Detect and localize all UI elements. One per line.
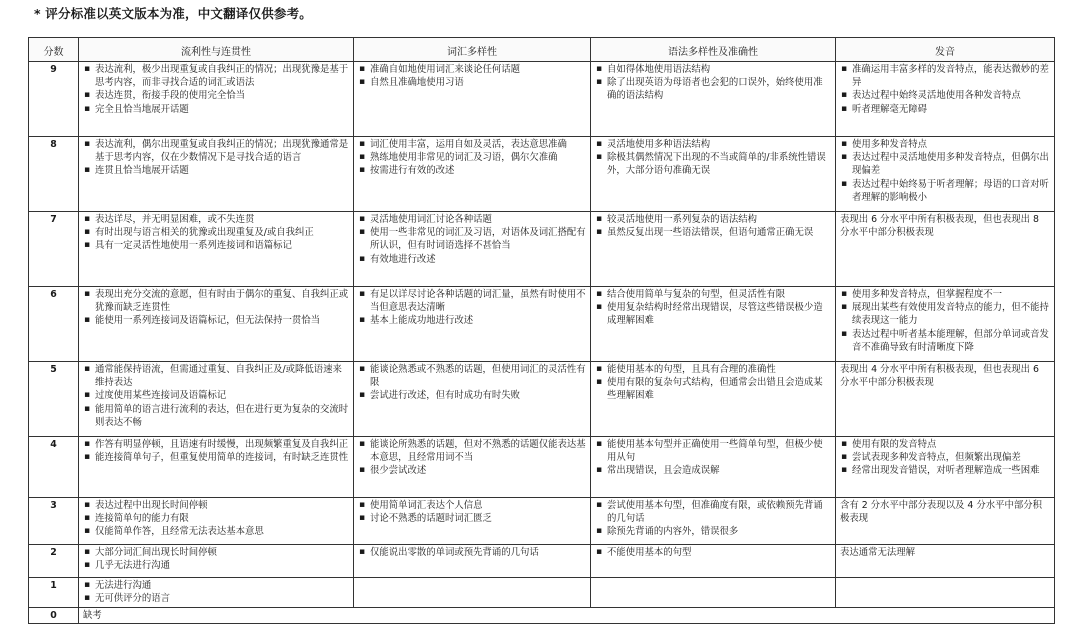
descriptor-item: ▪ 仅能简单作答，且经常无法表达基本意思 xyxy=(95,525,349,538)
score-cell: 3 xyxy=(29,498,79,545)
descriptor-list xyxy=(595,288,831,328)
descriptor-list xyxy=(358,499,586,525)
descriptor-item: ▪ 灵活地使用多种语法结构 xyxy=(607,138,831,151)
lexis-cell xyxy=(354,578,591,608)
descriptor-list xyxy=(358,546,586,559)
descriptor-item: ▪ 除预先背诵的内容外，错误很多 xyxy=(607,525,831,538)
descriptor-item: ▪ 表达过程中始终易于听者理解；母语的口音对听者理解的影响极小 xyxy=(852,178,1050,204)
descriptor-item: ▪ 除了出现英语为母语者也会犯的口误外，始终使用准确的语法结构 xyxy=(607,76,831,102)
descriptor-item: ▪ 经常出现发音错误，对听者理解造成一些困难 xyxy=(852,464,1050,477)
score-cell: 1 xyxy=(29,578,79,608)
descriptor-item: ▪ 有足以详尽讨论各种话题的词汇量，虽然有时使用不当但意思表达清晰 xyxy=(370,288,586,314)
descriptor-list xyxy=(840,438,1050,478)
descriptor-item: ▪ 能使用基本句型并正确使用一些简单句型，但极少使用从句 xyxy=(607,438,831,464)
descriptor-item: ▪ 结合使用简单与复杂的句型，但灵活性有限 xyxy=(607,288,831,301)
descriptor-item: ▪ 仅能说出零散的单词或预先背诵的几句话 xyxy=(370,546,586,559)
descriptor-item: ▪ 连贯且恰当地展开话题 xyxy=(95,164,349,177)
score-cell: 0 xyxy=(29,608,79,624)
descriptor-item: ▪ 能用简单的语言进行流利的表达，但在进行更为复杂的交流时则表达不畅 xyxy=(95,403,349,429)
descriptor-list xyxy=(83,63,349,116)
descriptor-item: ▪ 按需进行有效的改述 xyxy=(370,164,586,177)
descriptor-list xyxy=(595,213,831,239)
score-cell: 9 xyxy=(29,62,79,137)
score-cell: 8 xyxy=(29,137,79,212)
descriptor-item: ▪ 表达过程中灵活地使用多种发音特点，但偶尔出现偏差 xyxy=(852,151,1050,177)
descriptor-item: ▪ 讨论不熟悉的话题时词汇匮乏 xyxy=(370,512,586,525)
lexis-cell xyxy=(354,437,591,498)
descriptor-item: ▪ 表达详尽，并无明显困难，或不失连贯 xyxy=(95,213,349,226)
descriptor-item: ▪ 过度使用某些连接词及语篇标记 xyxy=(95,389,349,402)
descriptor-item: ▪ 无法进行沟通 xyxy=(95,579,349,592)
descriptor-item: ▪ 熟练地使用非常见的词汇及习语，偶尔欠准确 xyxy=(370,151,586,164)
pronunciation-cell xyxy=(836,287,1055,362)
descriptor-item: ▪ 表达流利，极少出现重复或自我纠正的情况；出现犹豫是基于思考内容，而非寻找合适的词汇或语法 xyxy=(95,63,349,89)
descriptor-list xyxy=(840,288,1050,354)
lexis-cell xyxy=(354,137,591,212)
descriptor-text: 含有 2 分水平中部分表现以及 4 分水平中部分积极表现 xyxy=(840,500,1042,525)
descriptor-list xyxy=(358,288,586,328)
translation-note: * 评分标准以英文版本为准，中文翻译仅供参考。 xyxy=(34,6,312,21)
descriptor-list xyxy=(595,499,831,539)
descriptor-item: ▪ 使用有限的发音特点 xyxy=(852,438,1050,451)
lexis-cell xyxy=(354,545,591,578)
grammar-cell xyxy=(591,437,836,498)
descriptor-list xyxy=(83,546,349,572)
descriptor-item: ▪ 除极其偶然情况下出现的不当或简单的/非系统性错误外，大部分语句准确无误 xyxy=(607,151,831,177)
fluency-cell xyxy=(79,62,354,137)
fluency-cell xyxy=(79,362,354,437)
fluency-cell xyxy=(79,545,354,578)
descriptor-item: ▪ 尝试表现多种发音特点，但频繁出现偏差 xyxy=(852,451,1050,464)
descriptor-text: 表现出 6 分水平中所有积极表现，但也表现出 8 分水平中部分积极表现 xyxy=(840,214,1039,239)
lexis-cell xyxy=(354,362,591,437)
descriptor-item: ▪ 能连接简单句子，但重复使用简单的连接词，有时缺乏连贯性 xyxy=(95,451,349,464)
descriptor-list xyxy=(840,63,1050,116)
descriptor-list xyxy=(83,363,349,429)
score-band-row xyxy=(29,545,1055,578)
descriptor-list xyxy=(595,63,831,103)
score-band-row xyxy=(29,287,1055,362)
descriptor-list xyxy=(840,138,1050,204)
score-cell: 4 xyxy=(29,437,79,498)
descriptor-item: ▪ 使用有限的复杂句式结构，但通常会出错且会造成某些理解困难 xyxy=(607,376,831,402)
descriptor-item: ▪ 通常能保持语流，但需通过重复、自我纠正及/或降低语速来维持表达 xyxy=(95,363,349,389)
descriptor-item: ▪ 不能使用基本的句型 xyxy=(607,546,831,559)
pronunciation-cell xyxy=(836,437,1055,498)
score-band-row xyxy=(29,498,1055,545)
header-grammar: 语法多样性及准确性 xyxy=(591,38,836,62)
lexis-cell xyxy=(354,498,591,545)
score-band-row xyxy=(29,62,1055,137)
descriptor-item: ▪ 表现出充分交流的意愿，但有时由于偶尔的重复、自我纠正或犹豫而缺乏连贯性 xyxy=(95,288,349,314)
descriptor-item: ▪ 具有一定灵活性地使用一系列连接词和语篇标记 xyxy=(95,239,349,252)
descriptor-item: ▪ 大部分词汇间出现长时间停顿 xyxy=(95,546,349,559)
grammar-cell xyxy=(591,212,836,287)
descriptor-item: ▪ 有效地进行改述 xyxy=(370,253,586,266)
descriptor-list xyxy=(358,438,586,478)
score-band-row xyxy=(29,362,1055,437)
descriptor-item: ▪ 无可供评分的语言 xyxy=(95,592,349,605)
score-cell: 7 xyxy=(29,212,79,287)
descriptor-item: ▪ 使用多种发音特点，但掌握程度不一 xyxy=(852,288,1050,301)
descriptor-item: ▪ 能谈论所熟悉的话题，但对不熟悉的话题仅能表达基本意思，且经常用词不当 xyxy=(370,438,586,464)
score-cell: 5 xyxy=(29,362,79,437)
scoring-rubric-table xyxy=(28,37,1055,624)
descriptor-item: ▪ 连接简单句的能力有限 xyxy=(95,512,349,525)
descriptor-list xyxy=(358,363,586,403)
header-score: 分数 xyxy=(29,38,79,62)
descriptor-item: ▪ 基本上能成功地进行改述 xyxy=(370,314,586,327)
grammar-cell xyxy=(591,287,836,362)
descriptor-item: ▪ 常出现错误，且会造成误解 xyxy=(607,464,831,477)
fluency-cell xyxy=(79,498,354,545)
descriptor-item: ▪ 使用一些非常见的词汇及习语，对语体及词汇搭配有所认识，但有时词语选择不甚恰当 xyxy=(370,226,586,252)
pronunciation-cell xyxy=(836,545,1055,578)
header-fluency: 流利性与连贯性 xyxy=(79,38,354,62)
grammar-cell xyxy=(591,62,836,137)
grammar-cell xyxy=(591,578,836,608)
descriptor-item: ▪ 作答有明显停顿，且语速有时缓慢，出现频繁重复及自我纠正 xyxy=(95,438,349,451)
grammar-cell xyxy=(591,362,836,437)
descriptor-list xyxy=(595,138,831,178)
descriptor-item: ▪ 展现出某些有效使用发音特点的能力，但不能持续表现这一能力 xyxy=(852,301,1050,327)
descriptor-list xyxy=(595,363,831,403)
descriptor-item: ▪ 自然且准确地使用习语 xyxy=(370,76,586,89)
score-band-row xyxy=(29,608,1055,624)
score-band-row xyxy=(29,578,1055,608)
descriptor-list xyxy=(358,138,586,178)
descriptor-item: ▪ 表达过程中出现长时间停顿 xyxy=(95,499,349,512)
descriptor-list xyxy=(83,288,349,328)
descriptor-list xyxy=(358,213,586,266)
descriptor-item: ▪ 使用多种发音特点 xyxy=(852,138,1050,151)
descriptor-item: ▪ 尝试使用基本句型，但准确度有限，或依赖预先背诵的几句话 xyxy=(607,499,831,525)
score-band-row xyxy=(29,212,1055,287)
descriptor-list xyxy=(83,438,349,464)
descriptor-text: 表达通常无法理解 xyxy=(840,547,916,558)
descriptor-item: ▪ 能谈论熟悉或不熟悉的话题，但使用词汇的灵活性有限 xyxy=(370,363,586,389)
descriptor-item: ▪ 自如得体地使用语法结构 xyxy=(607,63,831,76)
descriptor-list xyxy=(595,546,831,559)
header-lexis: 词汇多样性 xyxy=(354,38,591,62)
score-cell: 6 xyxy=(29,287,79,362)
descriptor-item: ▪ 表达流利，偶尔出现重复或自我纠正的情况；出现犹豫通常是基于思考内容，仅在少数情况下是寻找合适的语言 xyxy=(95,138,349,164)
descriptor-item: ▪ 尝试进行改述，但有时成功有时失败 xyxy=(370,389,586,402)
descriptor-item: ▪ 几乎无法进行沟通 xyxy=(95,559,349,572)
descriptor-item: ▪ 使用复杂结构时经常出现错误，尽管这些错误极少造成理解困难 xyxy=(607,301,831,327)
descriptor-item: ▪ 较灵活地使用一系列复杂的语法结构 xyxy=(607,213,831,226)
grammar-cell xyxy=(591,137,836,212)
fluency-cell xyxy=(79,137,354,212)
score-band-row xyxy=(29,437,1055,498)
descriptor-list xyxy=(83,138,349,178)
descriptor-item: ▪ 词汇使用丰富，运用自如及灵活，表达意思准确 xyxy=(370,138,586,151)
header-row xyxy=(29,38,1055,62)
pronunciation-cell xyxy=(836,212,1055,287)
descriptor-list xyxy=(358,63,586,89)
descriptor-item: ▪ 能使用基本的句型，且具有合理的准确性 xyxy=(607,363,831,376)
descriptor-item: ▪ 表达过程中始终灵活地使用各种发音特点 xyxy=(852,89,1050,102)
score-cell: 2 xyxy=(29,545,79,578)
descriptor-list xyxy=(595,438,831,478)
lexis-cell xyxy=(354,212,591,287)
descriptor-text: 表现出 4 分水平中所有积极表现，但也表现出 6 分水平中部分积极表现 xyxy=(840,364,1039,389)
pronunciation-cell xyxy=(836,498,1055,545)
fluency-cell xyxy=(79,212,354,287)
descriptor-item: ▪ 准确自如地使用词汇来谈论任何话题 xyxy=(370,63,586,76)
descriptor-list xyxy=(83,213,349,253)
score-band-row xyxy=(29,137,1055,212)
fluency-cell xyxy=(79,437,354,498)
lexis-cell xyxy=(354,287,591,362)
absent-cell: 缺考 xyxy=(79,608,1055,624)
descriptor-item: ▪ 听者理解毫无障碍 xyxy=(852,103,1050,116)
descriptor-item: ▪ 表达连贯，衔接手段的使用完全恰当 xyxy=(95,89,349,102)
header-pronunciation: 发音 xyxy=(836,38,1055,62)
descriptor-item: ▪ 表达过程中听者基本能理解，但部分单词或音发音不准确导致有时清晰度下降 xyxy=(852,328,1050,354)
fluency-cell xyxy=(79,287,354,362)
fluency-cell xyxy=(79,578,354,608)
descriptor-item: ▪ 能使用一系列连接词及语篇标记，但无法保持一贯恰当 xyxy=(95,314,349,327)
pronunciation-cell xyxy=(836,578,1055,608)
grammar-cell xyxy=(591,498,836,545)
pronunciation-cell xyxy=(836,137,1055,212)
descriptor-item: ▪ 很少尝试改述 xyxy=(370,464,586,477)
descriptor-item: ▪ 使用简单词汇表达个人信息 xyxy=(370,499,586,512)
descriptor-item: ▪ 灵活地使用词汇讨论各种话题 xyxy=(370,213,586,226)
descriptor-item: ▪ 有时出现与语言相关的犹豫或出现重复及/或自我纠正 xyxy=(95,226,349,239)
pronunciation-cell xyxy=(836,62,1055,137)
descriptor-list xyxy=(83,499,349,539)
descriptor-item: ▪ 准确运用丰富多样的发音特点，能表达微妙的差异 xyxy=(852,63,1050,89)
descriptor-item: ▪ 完全且恰当地展开话题 xyxy=(95,103,349,116)
descriptor-item: ▪ 虽然反复出现一些语法错误，但语句通常正确无误 xyxy=(607,226,831,239)
lexis-cell xyxy=(354,62,591,137)
pronunciation-cell xyxy=(836,362,1055,437)
grammar-cell xyxy=(591,545,836,578)
descriptor-list xyxy=(83,579,349,605)
